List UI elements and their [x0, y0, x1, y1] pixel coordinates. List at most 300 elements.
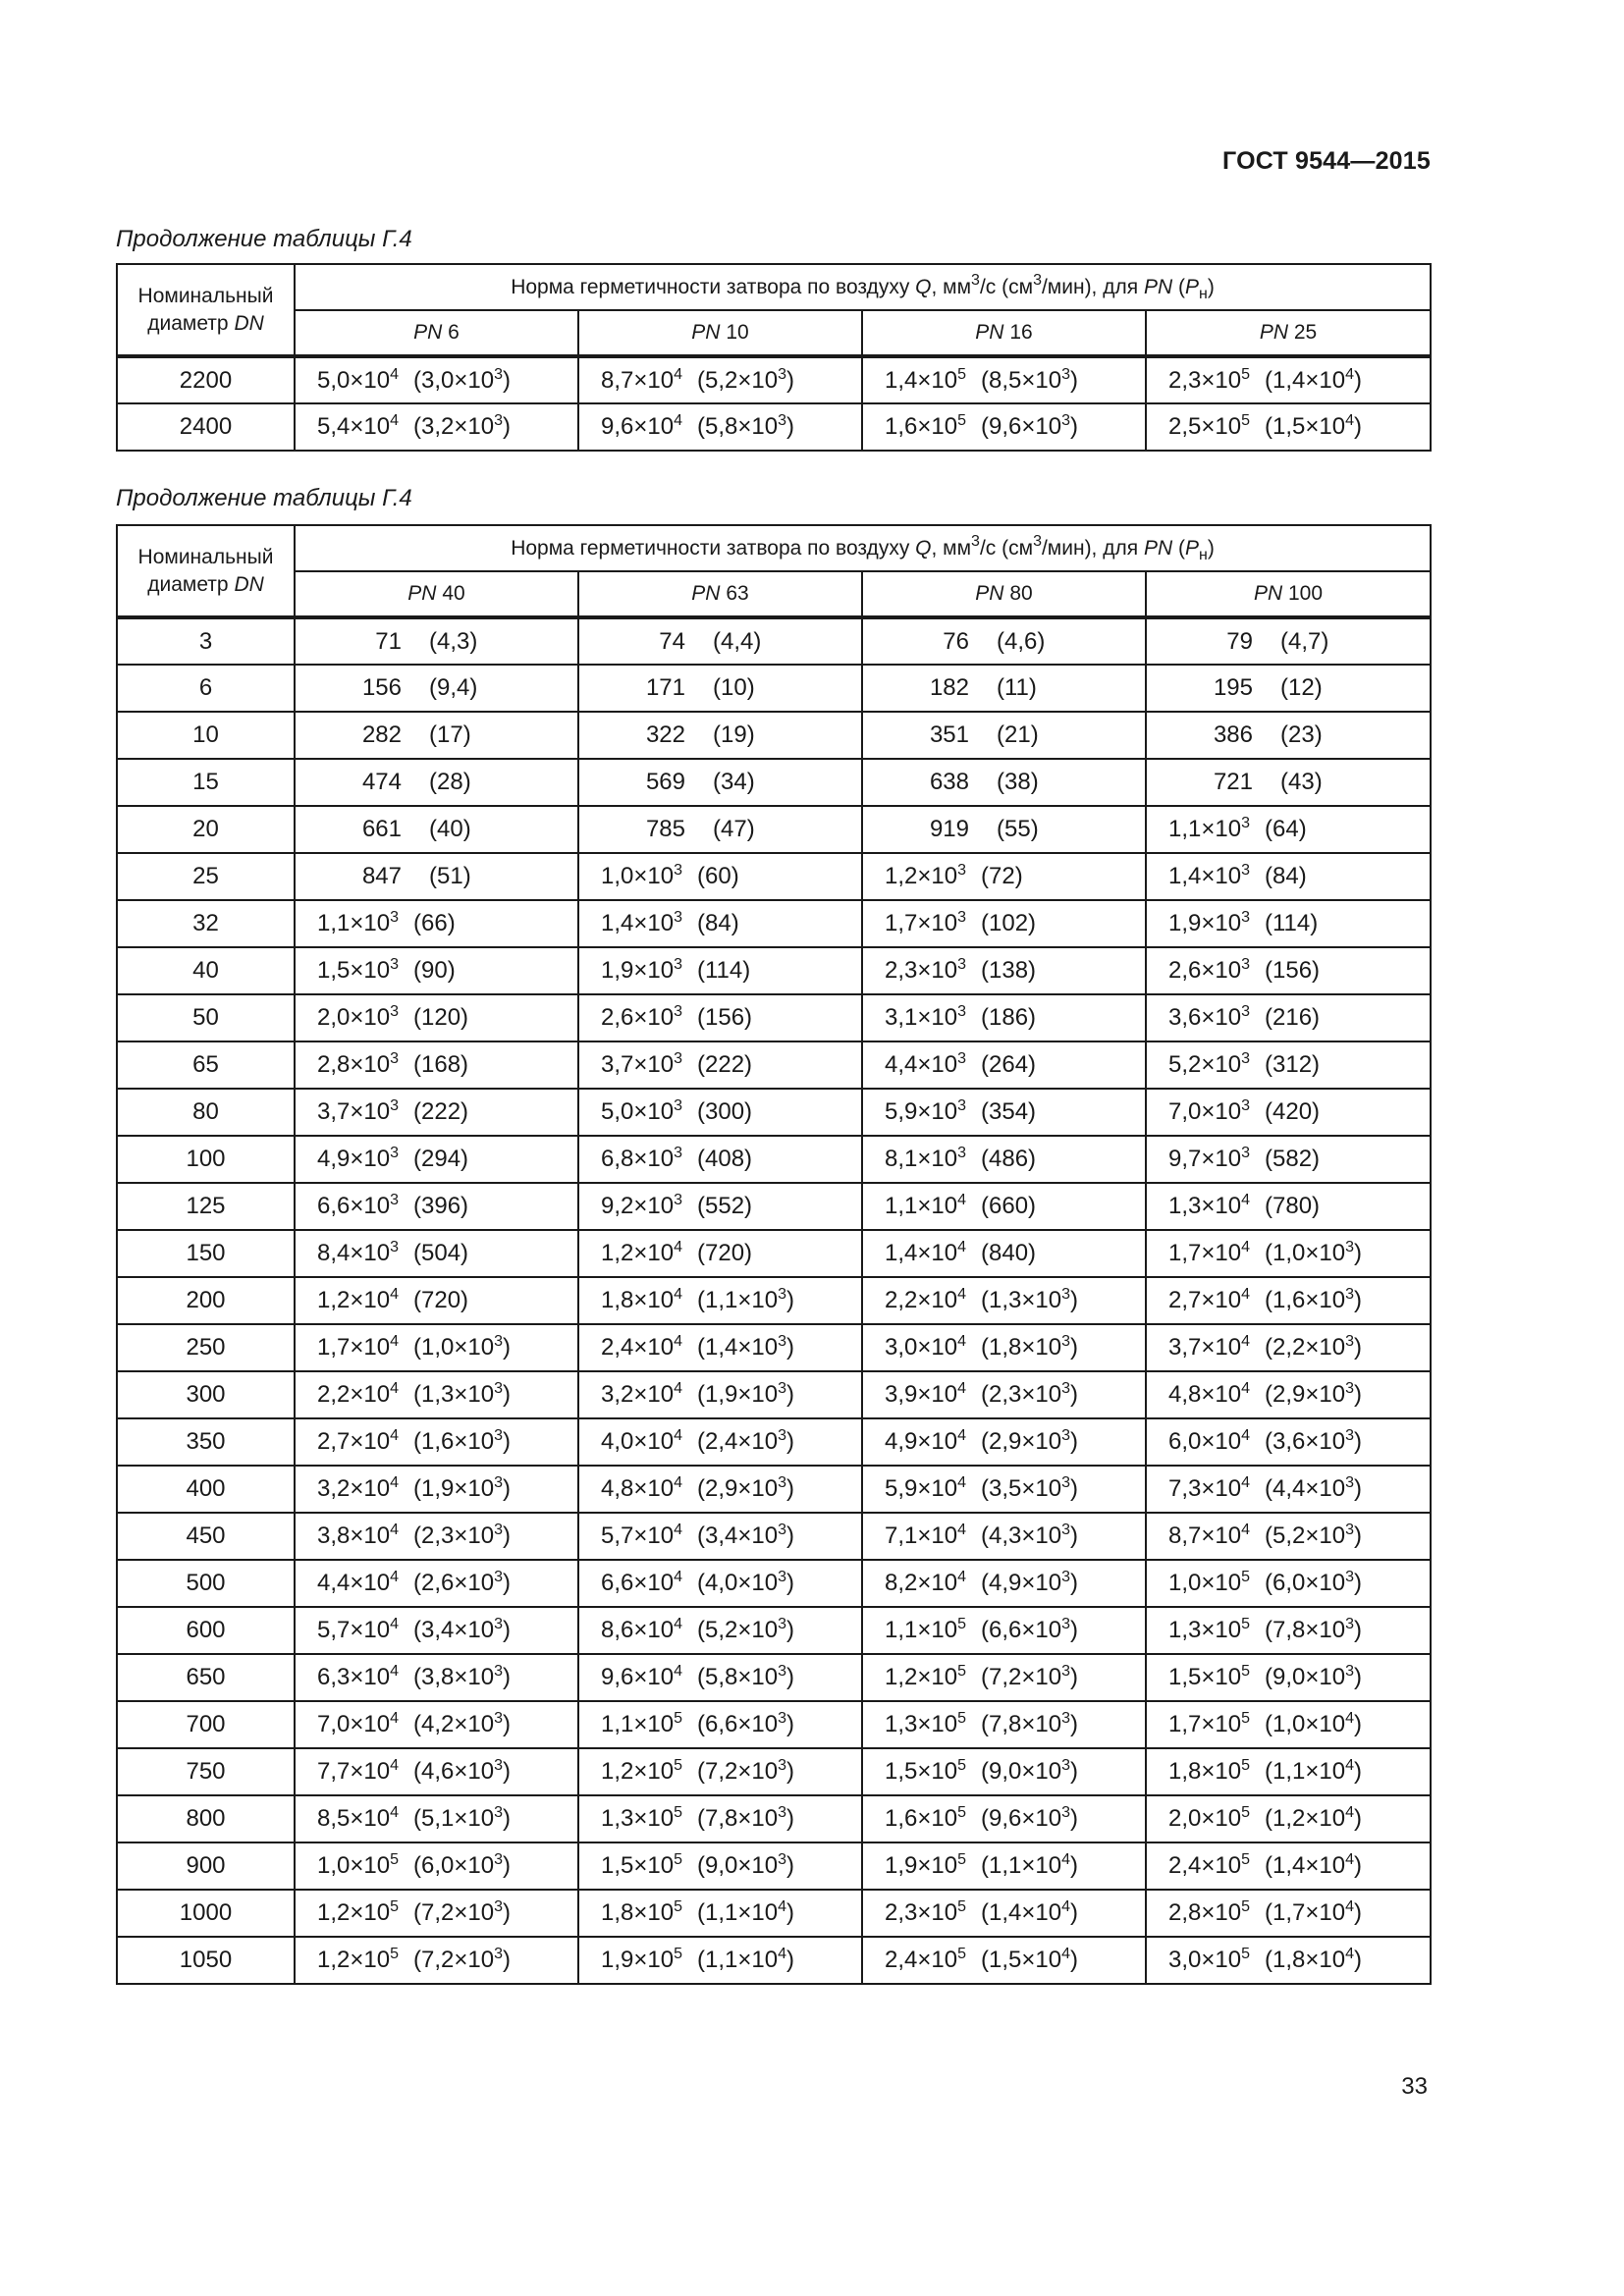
mm3-per-s-value: $1,8\times 10^4$: [601, 1286, 682, 1313]
cm3-per-min-value: (11): [997, 674, 1037, 701]
value-cell: [1146, 1230, 1431, 1277]
value-cell: [862, 1795, 1146, 1842]
pn-column-header: PN 10: [578, 310, 862, 356]
mm3-per-s-value: $2,6\times 10^3$: [1168, 956, 1250, 984]
pn-column-header: PN 25: [1146, 310, 1431, 356]
mm3-per-s-value: $3,8\times 10^4$: [317, 1522, 399, 1549]
table-row: [117, 1748, 1431, 1795]
cm3-per-min-value: $(3,5\times 10^3)$: [981, 1474, 1078, 1502]
table-row: [117, 1418, 1431, 1466]
leak-rate-table-2: [116, 524, 1432, 1985]
mm3-per-s-value: $1,5\times 10^5$: [1168, 1663, 1250, 1690]
dn-cell: 350: [117, 1418, 295, 1466]
mm3-per-s-value: $1,9\times 10^5$: [885, 1851, 966, 1879]
mm3-per-s-value: $1,7\times 10^3$: [885, 909, 966, 936]
cm3-per-min-value: (186): [981, 1004, 1037, 1031]
dn-cell: 600: [117, 1607, 295, 1654]
value-cell: [295, 1842, 578, 1890]
mm3-per-s-value: $2,2\times 10^4$: [317, 1380, 399, 1408]
mm3-per-s-value: $2,6\times 10^3$: [601, 1003, 682, 1031]
value-cell: [295, 853, 578, 900]
cm3-per-min-value: $(1,8\times 10^4)$: [1265, 1946, 1362, 1973]
mm3-per-s-value: $1,1\times 10^4$: [885, 1192, 966, 1219]
cm3-per-min-value: (55): [997, 816, 1039, 842]
mm3-per-s-value: $6,3\times 10^4$: [317, 1663, 399, 1690]
value-cell: [1146, 1089, 1431, 1136]
mm3-per-s-value: $1,9\times 10^5$: [601, 1946, 682, 1973]
q-header: Норма герметичности затвора по воздуху Q, $мм^3/с$ $(см^3/мин)$, для PN $(P_н)$: [295, 525, 1431, 571]
cm3-per-min-value: $(1,9\times 10^3)$: [697, 1380, 794, 1408]
cm3-per-min-value: $(3,8\times 10^3)$: [413, 1663, 511, 1690]
cm3-per-min-value: $(3,2\times 10^3)$: [413, 412, 511, 440]
document-id: ГОСТ 9544—2015: [1222, 147, 1431, 175]
mm3-per-s-value: $1,2\times 10^4$: [601, 1239, 682, 1266]
cm3-per-min-value: $(1,1\times 10^4)$: [1265, 1757, 1362, 1785]
value-cell: [578, 1089, 862, 1136]
value-cell: [578, 1136, 862, 1183]
mm3-per-s-value: $1,2\times 10^3$: [885, 862, 966, 889]
value-cell: [578, 1654, 862, 1701]
mm3-per-s-value: 71: [375, 627, 402, 655]
cm3-per-min-value: $(2,2\times 10^3)$: [1265, 1333, 1362, 1361]
value-cell: [578, 1513, 862, 1560]
table-row: [117, 403, 1431, 451]
mm3-per-s-value: $1,8\times 10^5$: [601, 1898, 682, 1926]
dn-cell: 40: [117, 947, 295, 994]
mm3-per-s-value: $2,4\times 10^5$: [885, 1946, 966, 1973]
table-row: [117, 1795, 1431, 1842]
cm3-per-min-value: $(6,6\times 10^3)$: [697, 1710, 794, 1737]
value-cell: [862, 1842, 1146, 1890]
mm3-per-s-value: $1,7\times 10^4$: [317, 1333, 399, 1361]
mm3-per-s-value: $4,8\times 10^4$: [1168, 1380, 1250, 1408]
value-cell: [1146, 806, 1431, 853]
cm3-per-min-value: (38): [997, 769, 1039, 795]
cm3-per-min-value: (396): [413, 1193, 469, 1219]
mm3-per-s-value: $5,2\times 10^3$: [1168, 1050, 1250, 1078]
cm3-per-min-value: (4,4): [713, 627, 762, 655]
cm3-per-min-value: $(9,0\times 10^3)$: [1265, 1663, 1362, 1690]
dn-cell: 20: [117, 806, 295, 853]
cm3-per-min-value: (21): [997, 721, 1039, 748]
dn-cell: 150: [117, 1230, 295, 1277]
dn-cell: 80: [117, 1089, 295, 1136]
value-cell: [862, 1748, 1146, 1795]
mm3-per-s-value: $8,7\times 10^4$: [1168, 1522, 1250, 1549]
mm3-per-s-value: $2,0\times 10^5$: [1168, 1804, 1250, 1832]
mm3-per-s-value: $1,5\times 10^3$: [317, 956, 399, 984]
mm3-per-s-value: $2,8\times 10^3$: [317, 1050, 399, 1078]
dn-cell: 10: [117, 712, 295, 759]
mm3-per-s-value: $7,0\times 10^4$: [317, 1710, 399, 1737]
dn-cell: 750: [117, 1748, 295, 1795]
cm3-per-min-value: (312): [1265, 1051, 1321, 1078]
cm3-per-min-value: $(2,9\times 10^3)$: [697, 1474, 794, 1502]
cm3-per-min-value: (156): [697, 1004, 753, 1031]
value-cell: [578, 947, 862, 994]
cm3-per-min-value: $(9,6\times 10^3)$: [981, 412, 1078, 440]
dn-cell: 400: [117, 1466, 295, 1513]
mm3-per-s-value: $3,2\times 10^4$: [601, 1380, 682, 1408]
mm3-per-s-value: $4,0\times 10^4$: [601, 1427, 682, 1455]
cm3-per-min-value: $(1,1\times 10^3)$: [697, 1286, 794, 1313]
cm3-per-min-value: $(1,4\times 10^4)$: [1265, 365, 1362, 394]
mm3-per-s-value: $8,5\times 10^4$: [317, 1804, 399, 1832]
mm3-per-s-value: $1,7\times 10^4$: [1168, 1239, 1250, 1266]
value-cell: [295, 1890, 578, 1937]
mm3-per-s-value: $1,9\times 10^3$: [601, 956, 682, 984]
cm3-per-min-value: $(2,4\times 10^3)$: [697, 1427, 794, 1455]
cm3-per-min-value: $(7,2\times 10^3)$: [697, 1757, 794, 1785]
value-cell: [1146, 1277, 1431, 1324]
value-cell: [1146, 1513, 1431, 1560]
value-cell: [862, 1041, 1146, 1089]
value-cell: [1146, 994, 1431, 1041]
value-cell: [295, 1089, 578, 1136]
table-row: [117, 994, 1431, 1041]
cm3-per-min-value: (114): [697, 957, 751, 984]
cm3-per-min-value: (34): [713, 769, 755, 795]
cm3-per-min-value: $(1,4\times 10^4)$: [1265, 1851, 1362, 1879]
mm3-per-s-value: $1,5\times 10^5$: [601, 1851, 682, 1879]
mm3-per-s-value: $2,5\times 10^5$: [1168, 412, 1250, 440]
value-cell: [295, 356, 578, 403]
value-cell: [295, 1041, 578, 1089]
mm3-per-s-value: $8,2\times 10^4$: [885, 1569, 966, 1596]
value-cell: [295, 806, 578, 853]
value-cell: [578, 853, 862, 900]
value-cell: [1146, 853, 1431, 900]
dn-cell: 650: [117, 1654, 295, 1701]
mm3-per-s-value: $1,6\times 10^5$: [885, 1804, 966, 1832]
cm3-per-min-value: (138): [981, 957, 1037, 984]
dn-cell: 100: [117, 1136, 295, 1183]
cm3-per-min-value: (4,3): [429, 627, 478, 655]
value-cell: [862, 1701, 1146, 1748]
mm3-per-s-value: 638: [929, 769, 969, 795]
table-row: [117, 1513, 1431, 1560]
value-cell: [1146, 617, 1431, 665]
mm3-per-s-value: 474: [361, 769, 402, 795]
table-row: [117, 665, 1431, 712]
mm3-per-s-value: $7,3\times 10^4$: [1168, 1474, 1250, 1502]
mm3-per-s-value: $1,4\times 10^3$: [601, 909, 682, 936]
value-cell: [862, 403, 1146, 451]
mm3-per-s-value: 919: [929, 816, 969, 842]
cm3-per-min-value: (4,7): [1280, 627, 1329, 655]
table-row: [117, 1324, 1431, 1371]
value-cell: [1146, 1795, 1431, 1842]
mm3-per-s-value: $1,2\times 10^5$: [317, 1898, 399, 1926]
table-row: [117, 1466, 1431, 1513]
mm3-per-s-value: 282: [361, 721, 402, 748]
cm3-per-min-value: (84): [1265, 863, 1307, 889]
pn-column-header: PN 40: [295, 571, 578, 617]
value-cell: [578, 1466, 862, 1513]
value-cell: [295, 1654, 578, 1701]
cm3-per-min-value: $(6,0\times 10^3)$: [1265, 1569, 1362, 1596]
cm3-per-min-value: $(1,1\times 10^4)$: [697, 1898, 794, 1926]
value-cell: [862, 1277, 1146, 1324]
cm3-per-min-value: (840): [981, 1240, 1037, 1266]
dn-cell: 250: [117, 1324, 295, 1371]
table1-caption: Продолжение таблицы Г.4: [116, 226, 412, 252]
value-cell: [295, 1748, 578, 1795]
value-cell: [862, 947, 1146, 994]
cm3-per-min-value: $(1,0\times 10^3)$: [1265, 1239, 1362, 1266]
dn-cell: 900: [117, 1842, 295, 1890]
mm3-per-s-value: $2,0\times 10^3$: [317, 1003, 399, 1031]
cm3-per-min-value: $(5,2\times 10^3)$: [697, 365, 794, 394]
cm3-per-min-value: (60): [697, 863, 739, 889]
value-cell: [295, 947, 578, 994]
mm3-per-s-value: $1,2\times 10^5$: [601, 1757, 682, 1785]
mm3-per-s-value: 171: [645, 674, 685, 701]
mm3-per-s-value: $1,7\times 10^5$: [1168, 1710, 1250, 1737]
value-cell: [862, 900, 1146, 947]
cm3-per-min-value: (660): [981, 1193, 1037, 1219]
dn-cell: 300: [117, 1371, 295, 1418]
dn-cell: 1000: [117, 1890, 295, 1937]
cm3-per-min-value: (28): [429, 769, 471, 795]
cm3-per-min-value: (66): [413, 910, 456, 936]
cm3-per-min-value: $(1,4\times 10^3)$: [697, 1333, 794, 1361]
value-cell: [578, 403, 862, 451]
mm3-per-s-value: $5,0\times 10^3$: [601, 1097, 682, 1125]
mm3-per-s-value: 156: [361, 674, 402, 701]
mm3-per-s-value: $5,9\times 10^4$: [885, 1474, 966, 1502]
cm3-per-min-value: (9,4): [429, 674, 478, 701]
mm3-per-s-value: $1,0\times 10^5$: [317, 1851, 399, 1879]
mm3-per-s-value: $2,7\times 10^4$: [1168, 1286, 1250, 1313]
mm3-per-s-value: $1,1\times 10^3$: [1168, 815, 1250, 842]
table-row: [117, 1937, 1431, 1984]
pn-column-header: PN 16: [862, 310, 1146, 356]
cm3-per-min-value: (102): [981, 910, 1037, 936]
mm3-per-s-value: $3,7\times 10^4$: [1168, 1333, 1250, 1361]
mm3-per-s-value: $1,3\times 10^4$: [1168, 1192, 1250, 1219]
table-row: [117, 712, 1431, 759]
value-cell: [295, 1607, 578, 1654]
dn-cell: 50: [117, 994, 295, 1041]
mm3-per-s-value: 182: [929, 674, 969, 701]
cm3-per-min-value: $(9,6\times 10^3)$: [981, 1804, 1078, 1832]
value-cell: [1146, 759, 1431, 806]
mm3-per-s-value: $2,7\times 10^4$: [317, 1427, 399, 1455]
cm3-per-min-value: $(2,6\times 10^3)$: [413, 1569, 511, 1596]
mm3-per-s-value: 386: [1213, 721, 1253, 748]
value-cell: [295, 617, 578, 665]
cm3-per-min-value: (720): [697, 1240, 753, 1266]
value-cell: [578, 1324, 862, 1371]
mm3-per-s-value: $2,4\times 10^4$: [601, 1333, 682, 1361]
cm3-per-min-value: $(5,2\times 10^3)$: [697, 1616, 794, 1643]
mm3-per-s-value: $1,1\times 10^5$: [601, 1710, 682, 1737]
cm3-per-min-value: $(1,5\times 10^4)$: [981, 1946, 1078, 1973]
table-row: [117, 1560, 1431, 1607]
table-row: [117, 356, 1431, 403]
value-cell: [295, 900, 578, 947]
mm3-per-s-value: $5,4\times 10^4$: [317, 412, 399, 440]
cm3-per-min-value: (168): [413, 1051, 469, 1078]
mm3-per-s-value: $1,4\times 10^5$: [885, 365, 966, 394]
mm3-per-s-value: $1,0\times 10^3$: [601, 862, 682, 889]
mm3-per-s-value: $1,2\times 10^4$: [317, 1286, 399, 1313]
cm3-per-min-value: $(1,1\times 10^4)$: [697, 1946, 794, 1973]
cm3-per-min-value: (40): [429, 816, 471, 842]
cm3-per-min-value: $(1,9\times 10^3)$: [413, 1474, 511, 1502]
cm3-per-min-value: (10): [713, 674, 755, 701]
cm3-per-min-value: (51): [429, 863, 471, 889]
value-cell: [862, 1466, 1146, 1513]
cm3-per-min-value: $(6,0\times 10^3)$: [413, 1851, 511, 1879]
dn-cell: 25: [117, 853, 295, 900]
cm3-per-min-value: $(4,3\times 10^3)$: [981, 1522, 1078, 1549]
cm3-per-min-value: (582): [1265, 1146, 1321, 1172]
value-cell: [1146, 356, 1431, 403]
cm3-per-min-value: (420): [1265, 1098, 1321, 1125]
cm3-per-min-value: $(1,3\times 10^3)$: [981, 1286, 1078, 1313]
cm3-per-min-value: $(7,2\times 10^3)$: [413, 1946, 511, 1973]
mm3-per-s-value: $8,7\times 10^4$: [601, 365, 682, 394]
mm3-per-s-value: $7,7\times 10^4$: [317, 1757, 399, 1785]
cm3-per-min-value: $(4,9\times 10^3)$: [981, 1569, 1078, 1596]
cm3-per-min-value: (354): [981, 1098, 1037, 1125]
q-header: Норма герметичности затвора по воздуху Q, $мм^3/с$ $(см^3/мин)$, для PN $(P_н)$: [295, 264, 1431, 310]
mm3-per-s-value: $4,9\times 10^4$: [885, 1427, 966, 1455]
mm3-per-s-value: $6,0\times 10^4$: [1168, 1427, 1250, 1455]
mm3-per-s-value: $9,6\times 10^4$: [601, 1663, 682, 1690]
table-row: [117, 759, 1431, 806]
cm3-per-min-value: $(9,0\times 10^3)$: [981, 1757, 1078, 1785]
mm3-per-s-value: $2,3\times 10^3$: [885, 956, 966, 984]
value-cell: [1146, 1324, 1431, 1371]
value-cell: [295, 1701, 578, 1748]
table-row: [117, 1607, 1431, 1654]
value-cell: [578, 617, 862, 665]
value-cell: [862, 1560, 1146, 1607]
value-cell: [862, 1937, 1146, 1984]
mm3-per-s-value: $2,2\times 10^4$: [885, 1286, 966, 1313]
table-row: [117, 1041, 1431, 1089]
mm3-per-s-value: $6,8\times 10^3$: [601, 1145, 682, 1172]
value-cell: [578, 665, 862, 712]
value-cell: [862, 1607, 1146, 1654]
cm3-per-min-value: $(4,2\times 10^3)$: [413, 1710, 511, 1737]
dn-cell: 125: [117, 1183, 295, 1230]
mm3-per-s-value: $8,6\times 10^4$: [601, 1616, 682, 1643]
dn-cell: 200: [117, 1277, 295, 1324]
mm3-per-s-value: $1,1\times 10^3$: [317, 909, 399, 936]
value-cell: [578, 356, 862, 403]
mm3-per-s-value: $4,4\times 10^3$: [885, 1050, 966, 1078]
cm3-per-min-value: $(7,8\times 10^3)$: [981, 1710, 1078, 1737]
value-cell: [578, 1041, 862, 1089]
value-cell: [578, 1748, 862, 1795]
cm3-per-min-value: $(4,6\times 10^3)$: [413, 1757, 511, 1785]
value-cell: [862, 1654, 1146, 1701]
cm3-per-min-value: (780): [1265, 1193, 1321, 1219]
value-cell: [862, 712, 1146, 759]
cm3-per-min-value: $(1,6\times 10^3)$: [1265, 1286, 1362, 1313]
dn-cell: 450: [117, 1513, 295, 1560]
value-cell: [1146, 1937, 1431, 1984]
value-cell: [295, 1136, 578, 1183]
table-row: [117, 1890, 1431, 1937]
cm3-per-min-value: $(7,8\times 10^3)$: [1265, 1616, 1362, 1643]
value-cell: [1146, 900, 1431, 947]
mm3-per-s-value: $3,6\times 10^3$: [1168, 1003, 1250, 1031]
mm3-per-s-value: $1,5\times 10^5$: [885, 1757, 966, 1785]
table-row: [117, 900, 1431, 947]
value-cell: [862, 853, 1146, 900]
cm3-per-min-value: $(7,2\times 10^3)$: [981, 1663, 1078, 1690]
cm3-per-min-value: $(2,9\times 10^3)$: [981, 1427, 1078, 1455]
cm3-per-min-value: (43): [1280, 769, 1323, 795]
mm3-per-s-value: $1,8\times 10^5$: [1168, 1757, 1250, 1785]
table2-caption: Продолжение таблицы Г.4: [116, 485, 412, 511]
mm3-per-s-value: 322: [645, 721, 685, 748]
cm3-per-min-value: $(1,1\times 10^4)$: [981, 1851, 1078, 1879]
cm3-per-min-value: (90): [413, 957, 456, 984]
mm3-per-s-value: $1,6\times 10^5$: [885, 412, 966, 440]
value-cell: [295, 1795, 578, 1842]
cm3-per-min-value: $(7,2\times 10^3)$: [413, 1898, 511, 1926]
dn-cell: 2400: [117, 403, 295, 451]
dn-cell: 3: [117, 617, 295, 665]
table-row: [117, 1842, 1431, 1890]
mm3-per-s-value: 785: [645, 816, 685, 842]
cm3-per-min-value: $(1,0\times 10^4)$: [1265, 1710, 1362, 1737]
cm3-per-min-value: $(2,3\times 10^3)$: [981, 1380, 1078, 1408]
cm3-per-min-value: $(1,6\times 10^3)$: [413, 1427, 511, 1455]
cm3-per-min-value: $(1,8\times 10^3)$: [981, 1333, 1078, 1361]
mm3-per-s-value: 569: [645, 769, 685, 795]
cm3-per-min-value: $(9,0\times 10^3)$: [697, 1851, 794, 1879]
value-cell: [862, 1418, 1146, 1466]
mm3-per-s-value: $2,4\times 10^5$: [1168, 1851, 1250, 1879]
mm3-per-s-value: $1,1\times 10^5$: [885, 1616, 966, 1643]
value-cell: [862, 1513, 1146, 1560]
cm3-per-min-value: $(3,4\times 10^3)$: [413, 1616, 511, 1643]
value-cell: [295, 1513, 578, 1560]
dn-cell: 15: [117, 759, 295, 806]
cm3-per-min-value: (408): [697, 1146, 753, 1172]
value-cell: [295, 665, 578, 712]
value-cell: [578, 1795, 862, 1842]
value-cell: [1146, 1183, 1431, 1230]
cm3-per-min-value: $(2,9\times 10^3)$: [1265, 1380, 1362, 1408]
value-cell: [862, 1324, 1146, 1371]
table-row: [117, 1654, 1431, 1701]
cm3-per-min-value: (47): [713, 816, 755, 842]
value-cell: [295, 1937, 578, 1984]
cm3-per-min-value: (504): [413, 1240, 469, 1266]
dn-cell: 700: [117, 1701, 295, 1748]
value-cell: [578, 759, 862, 806]
value-cell: [862, 1371, 1146, 1418]
cm3-per-min-value: $(5,8\times 10^3)$: [697, 412, 794, 440]
value-cell: [295, 1466, 578, 1513]
mm3-per-s-value: $5,7\times 10^4$: [601, 1522, 682, 1549]
value-cell: [862, 1230, 1146, 1277]
cm3-per-min-value: $(3,4\times 10^3)$: [697, 1522, 794, 1549]
value-cell: [295, 403, 578, 451]
mm3-per-s-value: $8,4\times 10^3$: [317, 1239, 399, 1266]
mm3-per-s-value: $2,8\times 10^5$: [1168, 1898, 1250, 1926]
dn-header: Номинальный диаметр DN: [117, 525, 295, 617]
value-cell: [1146, 665, 1431, 712]
